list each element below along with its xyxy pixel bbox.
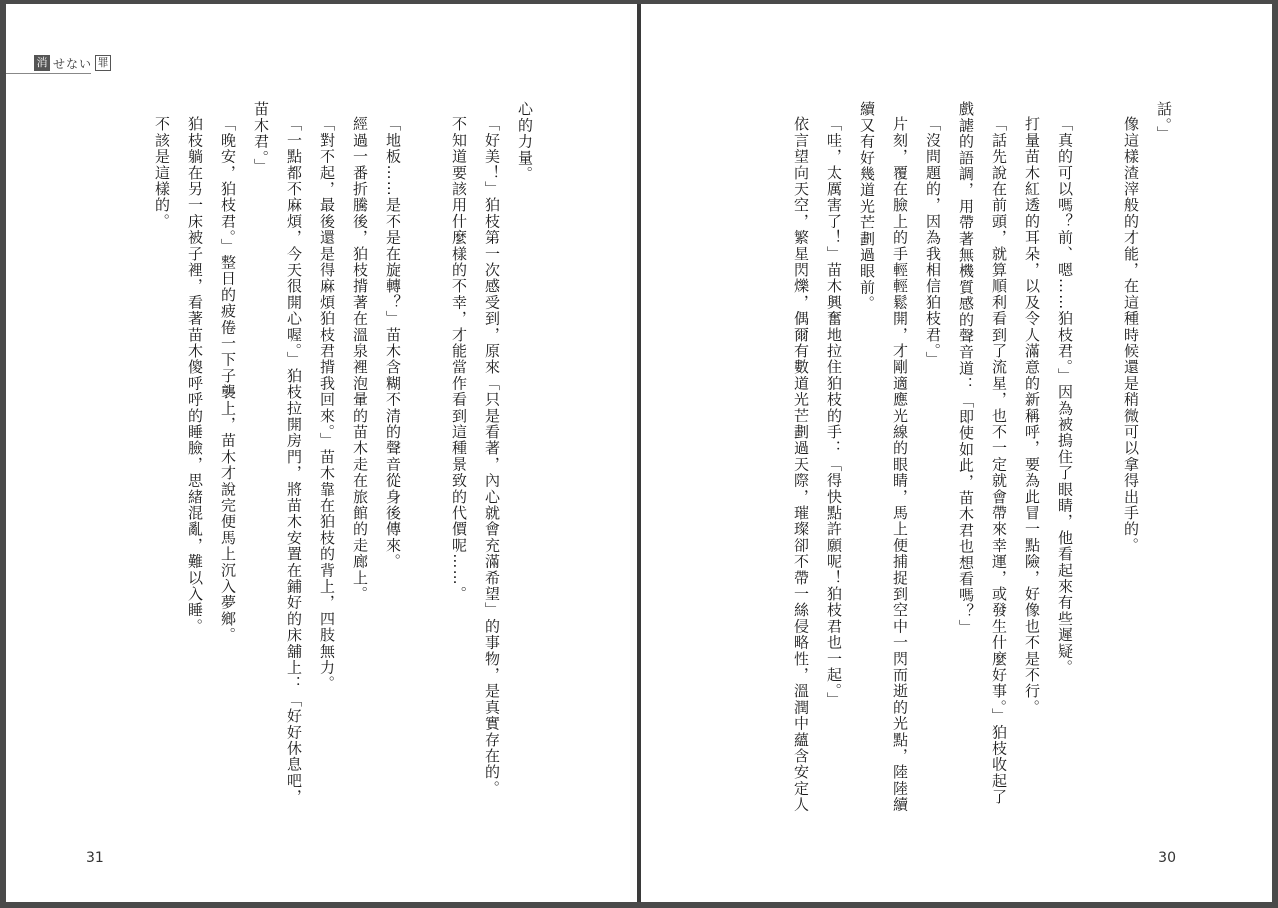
- header-middle-text: せない: [53, 56, 93, 71]
- header-box-char: 消: [34, 55, 50, 71]
- paragraph: 「好美！」狛枝第一次感受到，原來「只是看著，內心就會充滿希望」的事物，是真實存在的。: [483, 116, 501, 797]
- paragraph: 「真的可以嗎？前、嗯……狛枝君。」因為被摀住了眼睛，他看起來有些遲疑。: [1056, 116, 1074, 676]
- paragraph: 不該是這樣的。: [153, 116, 171, 230]
- paragraph: 話。」: [1155, 101, 1173, 143]
- paragraph: 「對不起，最後還是得麻煩狛枝君揹我回來。」苗木靠在狛枝的背上，四肢無力。: [318, 116, 336, 692]
- page-number: 31: [86, 850, 104, 866]
- paragraph: 「話先說在前頭，就算順利看到了流星，也不一定就會帶來幸運，或發生什麼好事。」狛枝收起了戲謔的語調，用帶著無機質感的聲音道：「即使如此，苗木君也想看嗎？」: [957, 101, 1008, 806]
- paragraph: 「哇，太厲害了！」苗木興奮地拉住狛枝的手：「得快點許願呢！狛枝君也一起。」: [825, 116, 843, 708]
- paragraph: 「晚安，狛枝君。」整日的疲倦一下子襲上，苗木才說完便馬上沉入夢鄉。: [219, 116, 237, 644]
- paragraph: 片刻，覆在臉上的手輕輕鬆開，才剛適應光線的眼睛，馬上便捕捉到空中一閃而逝的光點，陸陸續續又有好幾道光芒劃過眼前。: [858, 101, 909, 813]
- running-header: [34, 54, 111, 72]
- paragraph: 像這樣渣滓般的才能，在這種時候還是稍微可以拿得出手的。: [1122, 116, 1140, 554]
- paragraph: 依言望向天空，繁星閃爍，偶爾有數道光芒劃過天際，璀璨卻不帶一絲侵略性，溫潤中蘊含安定人: [792, 116, 810, 813]
- paragraph: 心的力量。: [516, 101, 534, 182]
- page-30-body: [760, 101, 1180, 821]
- paragraph: 「地板……是不是在旋轉？」苗木含糊不清的聲音從身後傳來。: [384, 116, 402, 570]
- paragraph: 「一點都不麻煩，今天很開心喔。」狛枝拉開房門，將苗木安置在鋪好的床舖上：「好好休息吧，苗木君。」: [252, 101, 303, 806]
- page-31-body: [121, 101, 541, 821]
- header-end-char: 罪: [95, 55, 111, 71]
- header-rule: [6, 73, 91, 74]
- paragraph: 「沒問題的，因為我相信狛枝君。」: [924, 116, 942, 368]
- page-31: [6, 4, 637, 902]
- paragraph: 經過一番折騰後，狛枝揹著在溫泉裡泡暈的苗木走在旅館的走廊上。: [351, 116, 369, 602]
- page-number: 30: [1158, 850, 1176, 866]
- paragraph: 狛枝躺在另一床被子裡，看著苗木傻呼呼的睡臉，思緒混亂，難以入睡。: [186, 116, 204, 635]
- page-30: [641, 4, 1272, 902]
- paragraph: 打量苗木紅透的耳朵，以及令人滿意的新稱呼，要為此冒一點險，好像也不是不行。: [1023, 116, 1041, 716]
- paragraph: 不知道要該用什麼樣的不幸，才能當作看到這種景致的代價呢……。: [450, 116, 468, 602]
